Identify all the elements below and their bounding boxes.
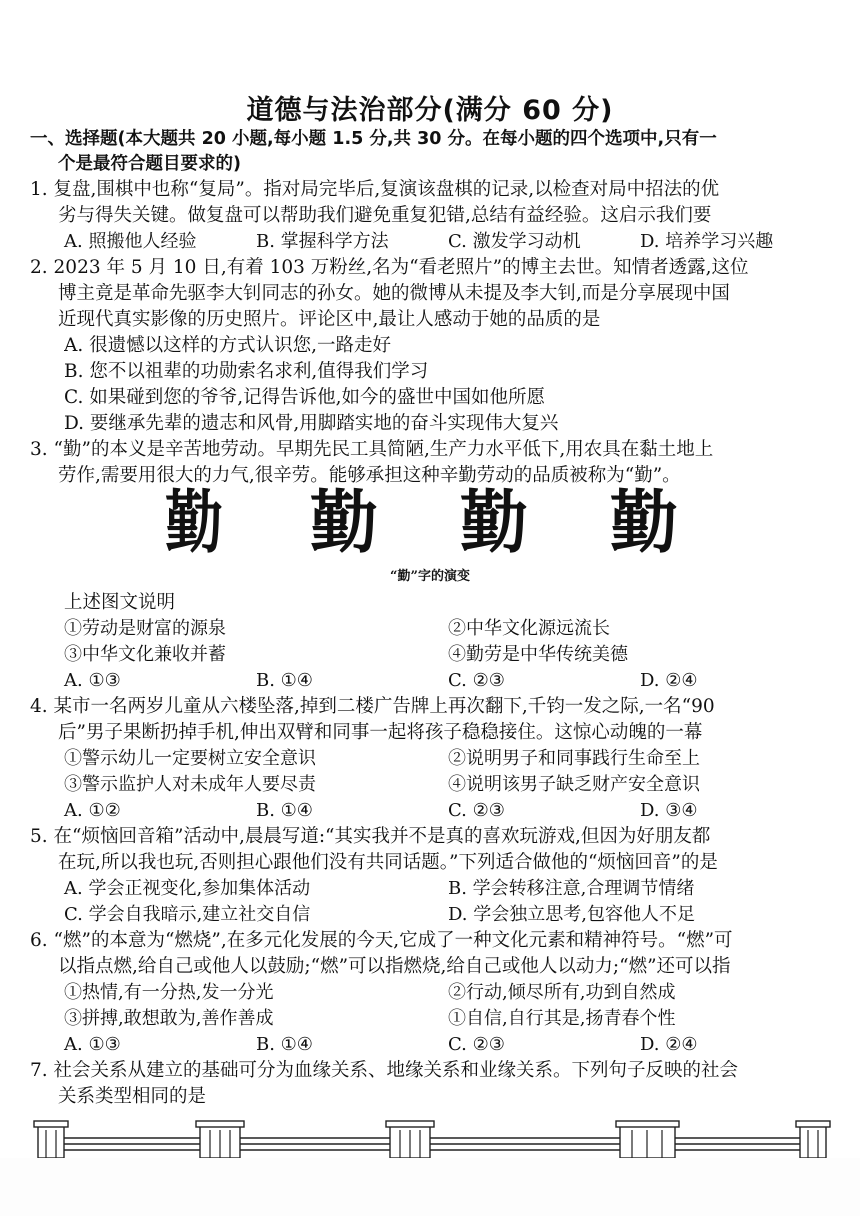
- question-3-statements-row1: [64, 616, 844, 642]
- question-2-stem-cont2: 近现代真实影像的历史照片。评论区中,最让人感动于她的品质的是: [58, 309, 601, 330]
- question-6-stem-cont: 以指点燃,给自己或他人以鼓励;“燃”可以指燃烧,给自己或他人以动力;“燃”还可以指: [58, 956, 731, 977]
- question-5-options-row2: [64, 902, 844, 928]
- glyph-regular: 勤: [610, 483, 679, 563]
- option-d[interactable]: D. ③④: [640, 800, 698, 821]
- question-5-stem: 5. 在“烦恼回音箱”活动中,晨晨写道:“其实我并不是真的喜欢玩游戏,但因为好朋友都: [30, 826, 711, 847]
- statement-1: ①警示幼儿一定要树立安全意识: [64, 748, 316, 769]
- question-6-options: [64, 1032, 844, 1058]
- statement-4: ④勤劳是中华传统美德: [448, 644, 628, 665]
- statement-3: ③警示监护人对未成年人要尽责: [64, 774, 316, 795]
- figure-caption: “勤”字的演变: [390, 569, 470, 584]
- statement-2: ②说明男子和同事践行生命至上: [448, 748, 700, 769]
- statement-3: ③中华文化兼收并蓄: [64, 644, 226, 665]
- question-5-options-row1: [64, 876, 844, 902]
- question-4-statements-row1: [64, 746, 844, 772]
- option-c[interactable]: C. 学会自我暗示,建立社交自信: [64, 904, 311, 925]
- statement-1: ①热情,有一分热,发一分光: [64, 982, 274, 1003]
- option-b[interactable]: B. 学会转移注意,合理调节情绪: [448, 878, 695, 899]
- question-3-statements-row2: [64, 642, 844, 668]
- option-a[interactable]: A. 学会正视变化,参加集体活动: [64, 878, 311, 899]
- option-b[interactable]: B. 掌握科学方法: [256, 231, 389, 252]
- statement-2: ②中华文化源远流长: [448, 618, 610, 639]
- question-3-options: [64, 668, 844, 694]
- question-2-stem-cont: 博主竟是革命先驱李大钊同志的孙女。她的微博从未提及李大钊,而是分享展现中国: [58, 283, 730, 304]
- section-heading-cont: 个是最符合题目要求的): [58, 154, 241, 174]
- option-a[interactable]: A. ①③: [64, 670, 121, 691]
- option-a[interactable]: A. 照搬他人经验: [64, 231, 197, 252]
- question-5-stem-cont: 在玩,所以我也玩,否则担心跟他们没有共同话题。”下列适合做他的“烦恼回音”的是: [58, 852, 718, 873]
- decorative-gate-border: [0, 1118, 860, 1158]
- question-4-options: [64, 798, 844, 824]
- statement-3: ③拼搏,敢想敢为,善作善成: [64, 1008, 274, 1029]
- glyph-seal: 勤: [310, 483, 379, 563]
- option-a[interactable]: A. 很遗憾以这样的方式认识您,一路走好: [64, 335, 392, 356]
- option-b[interactable]: B. ①④: [256, 670, 313, 691]
- option-d[interactable]: D. ②④: [640, 670, 698, 691]
- question-6-statements-row1: [64, 980, 844, 1006]
- option-b[interactable]: B. ①④: [256, 800, 313, 821]
- question-3-stem-cont: 劳作,需要用很大的力气,很辛劳。能够承担这种辛勤劳动的品质被称为“勤”。: [58, 465, 681, 486]
- question-1-options: [64, 229, 844, 255]
- question-6-stem: 6. “燃”的本意为“燃烧”,在多元化发展的今天,它成了一种文化元素和精神符号。“燃”可: [30, 930, 733, 951]
- question-4-statements-row2: [64, 772, 844, 798]
- question-7-stem: 7. 社会关系从建立的基础可分为血缘关系、地缘关系和业缘关系。下列句子反映的社会: [30, 1060, 739, 1081]
- option-d[interactable]: D. 要继承先辈的遗志和风骨,用脚踏实地的奋斗实现伟大复兴: [64, 413, 559, 434]
- question-2-stem: 2. 2023 年 5 月 10 日,有着 103 万粉丝,名为“看老照片”的博主去世。知情者透露,这位: [30, 257, 749, 278]
- question-4-stem: 4. 某市一名两岁儿童从六楼坠落,掉到二楼广告牌上再次翻下,千钧一发之际,一名“90: [30, 696, 715, 717]
- option-a[interactable]: A. ①③: [64, 1034, 121, 1055]
- statement-4: ①自信,自行其是,扬青春个性: [448, 1008, 676, 1029]
- glyph-oracle: 勤: [165, 483, 223, 563]
- option-c[interactable]: C. ②③: [448, 1034, 505, 1055]
- option-c[interactable]: C. 如果碰到您的爷爷,记得告诉他,如今的盛世中国如他所愿: [64, 387, 546, 408]
- option-b[interactable]: B. 您不以祖辈的功勋索名求利,值得我们学习: [64, 361, 429, 382]
- question-6-statements-row2: [64, 1006, 844, 1032]
- statement-4: ④说明该男子缺乏财产安全意识: [448, 774, 700, 795]
- option-d[interactable]: D. ②④: [640, 1034, 698, 1055]
- question-1-stem: 1. 复盘,围棋中也称“复局”。指对局完毕后,复演该盘棋的记录,以检查对局中招法的优: [30, 179, 720, 200]
- section-heading: 一、选择题(本大题共 20 小题,每小题 1.5 分,共 30 分。在每小题的四个选项中,只有一: [30, 129, 717, 149]
- option-b[interactable]: B. ①④: [256, 1034, 313, 1055]
- question-3-prompt: 上述图文说明: [64, 592, 176, 613]
- option-c[interactable]: C. ②③: [448, 800, 505, 821]
- glyph-clerical: 勤: [460, 483, 529, 563]
- page-title: 道德与法治部分(满分 60 分): [246, 95, 614, 126]
- question-3-stem: 3. “勤”的本义是辛苦地劳动。早期先民工具简陋,生产力水平低下,用农具在黏土地上: [30, 439, 714, 460]
- option-c[interactable]: C. 激发学习动机: [448, 231, 581, 252]
- question-1-stem-cont: 劣与得失关键。做复盘可以帮助我们避免重复犯错,总结有益经验。这启示我们要: [58, 205, 712, 226]
- page-bottom-margin: [0, 1158, 860, 1216]
- question-7-stem-cont: 关系类型相同的是: [58, 1086, 207, 1107]
- option-c[interactable]: C. ②③: [448, 670, 505, 691]
- character-evolution-figure: [0, 484, 860, 562]
- option-a[interactable]: A. ①②: [64, 800, 121, 821]
- question-4-stem-cont: 后”男子果断扔掉手机,伸出双臂和同事一起将孩子稳稳接住。这惊心动魄的一幕: [58, 722, 703, 743]
- option-d[interactable]: D. 培养学习兴趣: [640, 231, 774, 252]
- option-d[interactable]: D. 学会独立思考,包容他人不足: [448, 904, 695, 925]
- statement-2: ②行动,倾尽所有,功到自然成: [448, 982, 676, 1003]
- statement-1: ①劳动是财富的源泉: [64, 618, 226, 639]
